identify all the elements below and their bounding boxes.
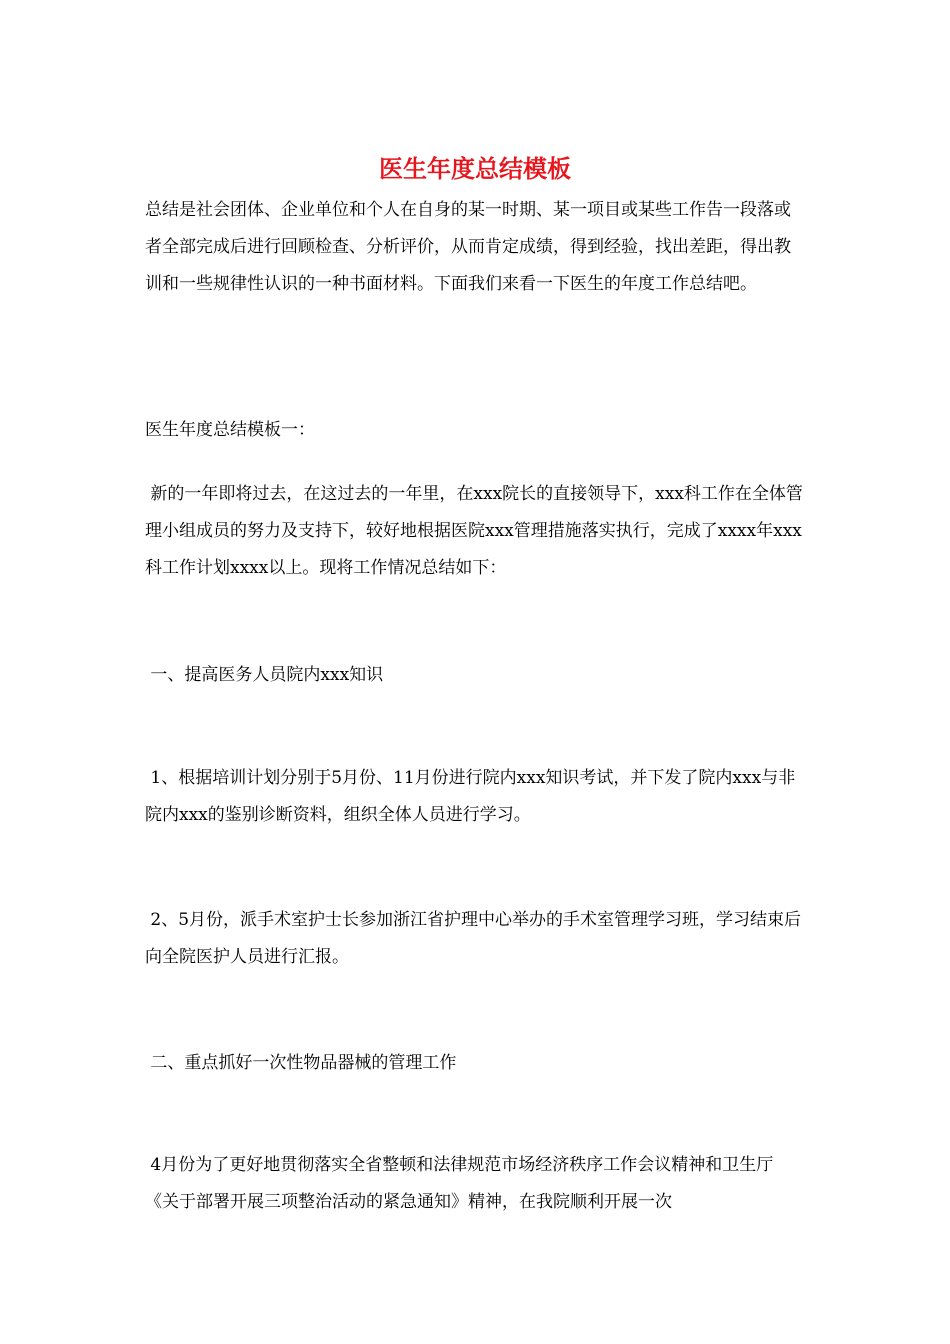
section1-item-2: 2、5月份，派手术室护士长参加浙江省护理中心举办的手术室管理学习班，学习结束后向全院医护人员进行汇报。 [145,910,802,967]
section-heading-2: 二、重点抓好一次性物品器械的管理工作 [145,1053,457,1073]
body-paragraph-1: 新的一年即将过去，在这过去的一年里，在xxx院长的直接领导下，xxx科工作在全体管理小组成员的努力及支持下，较好地根据医院xxx管理措施落实执行，完成了xxxx年xxx科工作计划xxxx以上。现将工作情况总结如下： [145,484,803,578]
subtitle: 医生年度总结模板一： [145,420,315,440]
section-heading-1: 一、提高医务人员院内xxx知识 [145,665,384,685]
body-paragraph-2: 4月份为了更好地贯彻落实全省整顿和法律规范市场经济秩序工作会议精神和卫生厅《关于部署开展三项整治活动的紧急通知》精神，在我院顺利开展一次 [145,1155,774,1212]
section1-item-1: 1、根据培训计划分别于5月份、11月份进行院内xxx知识考试，并下发了院内xxx与非院内xxx的鉴别诊断资料，组织全体人员进行学习。 [145,768,796,825]
intro-paragraph: 总结是社会团体、企业单位和个人在自身的某一时期、某一项目或某些工作告一段落或者全部完成后进行回顾检查、分析评价，从而肯定成绩，得到经验，找出差距，得出教训和一些规律性认识的一种书面材料。下面我们来看一下医生的年度工作总结吧。 [145,200,791,294]
document-title: 医生年度总结模板 [379,154,571,183]
